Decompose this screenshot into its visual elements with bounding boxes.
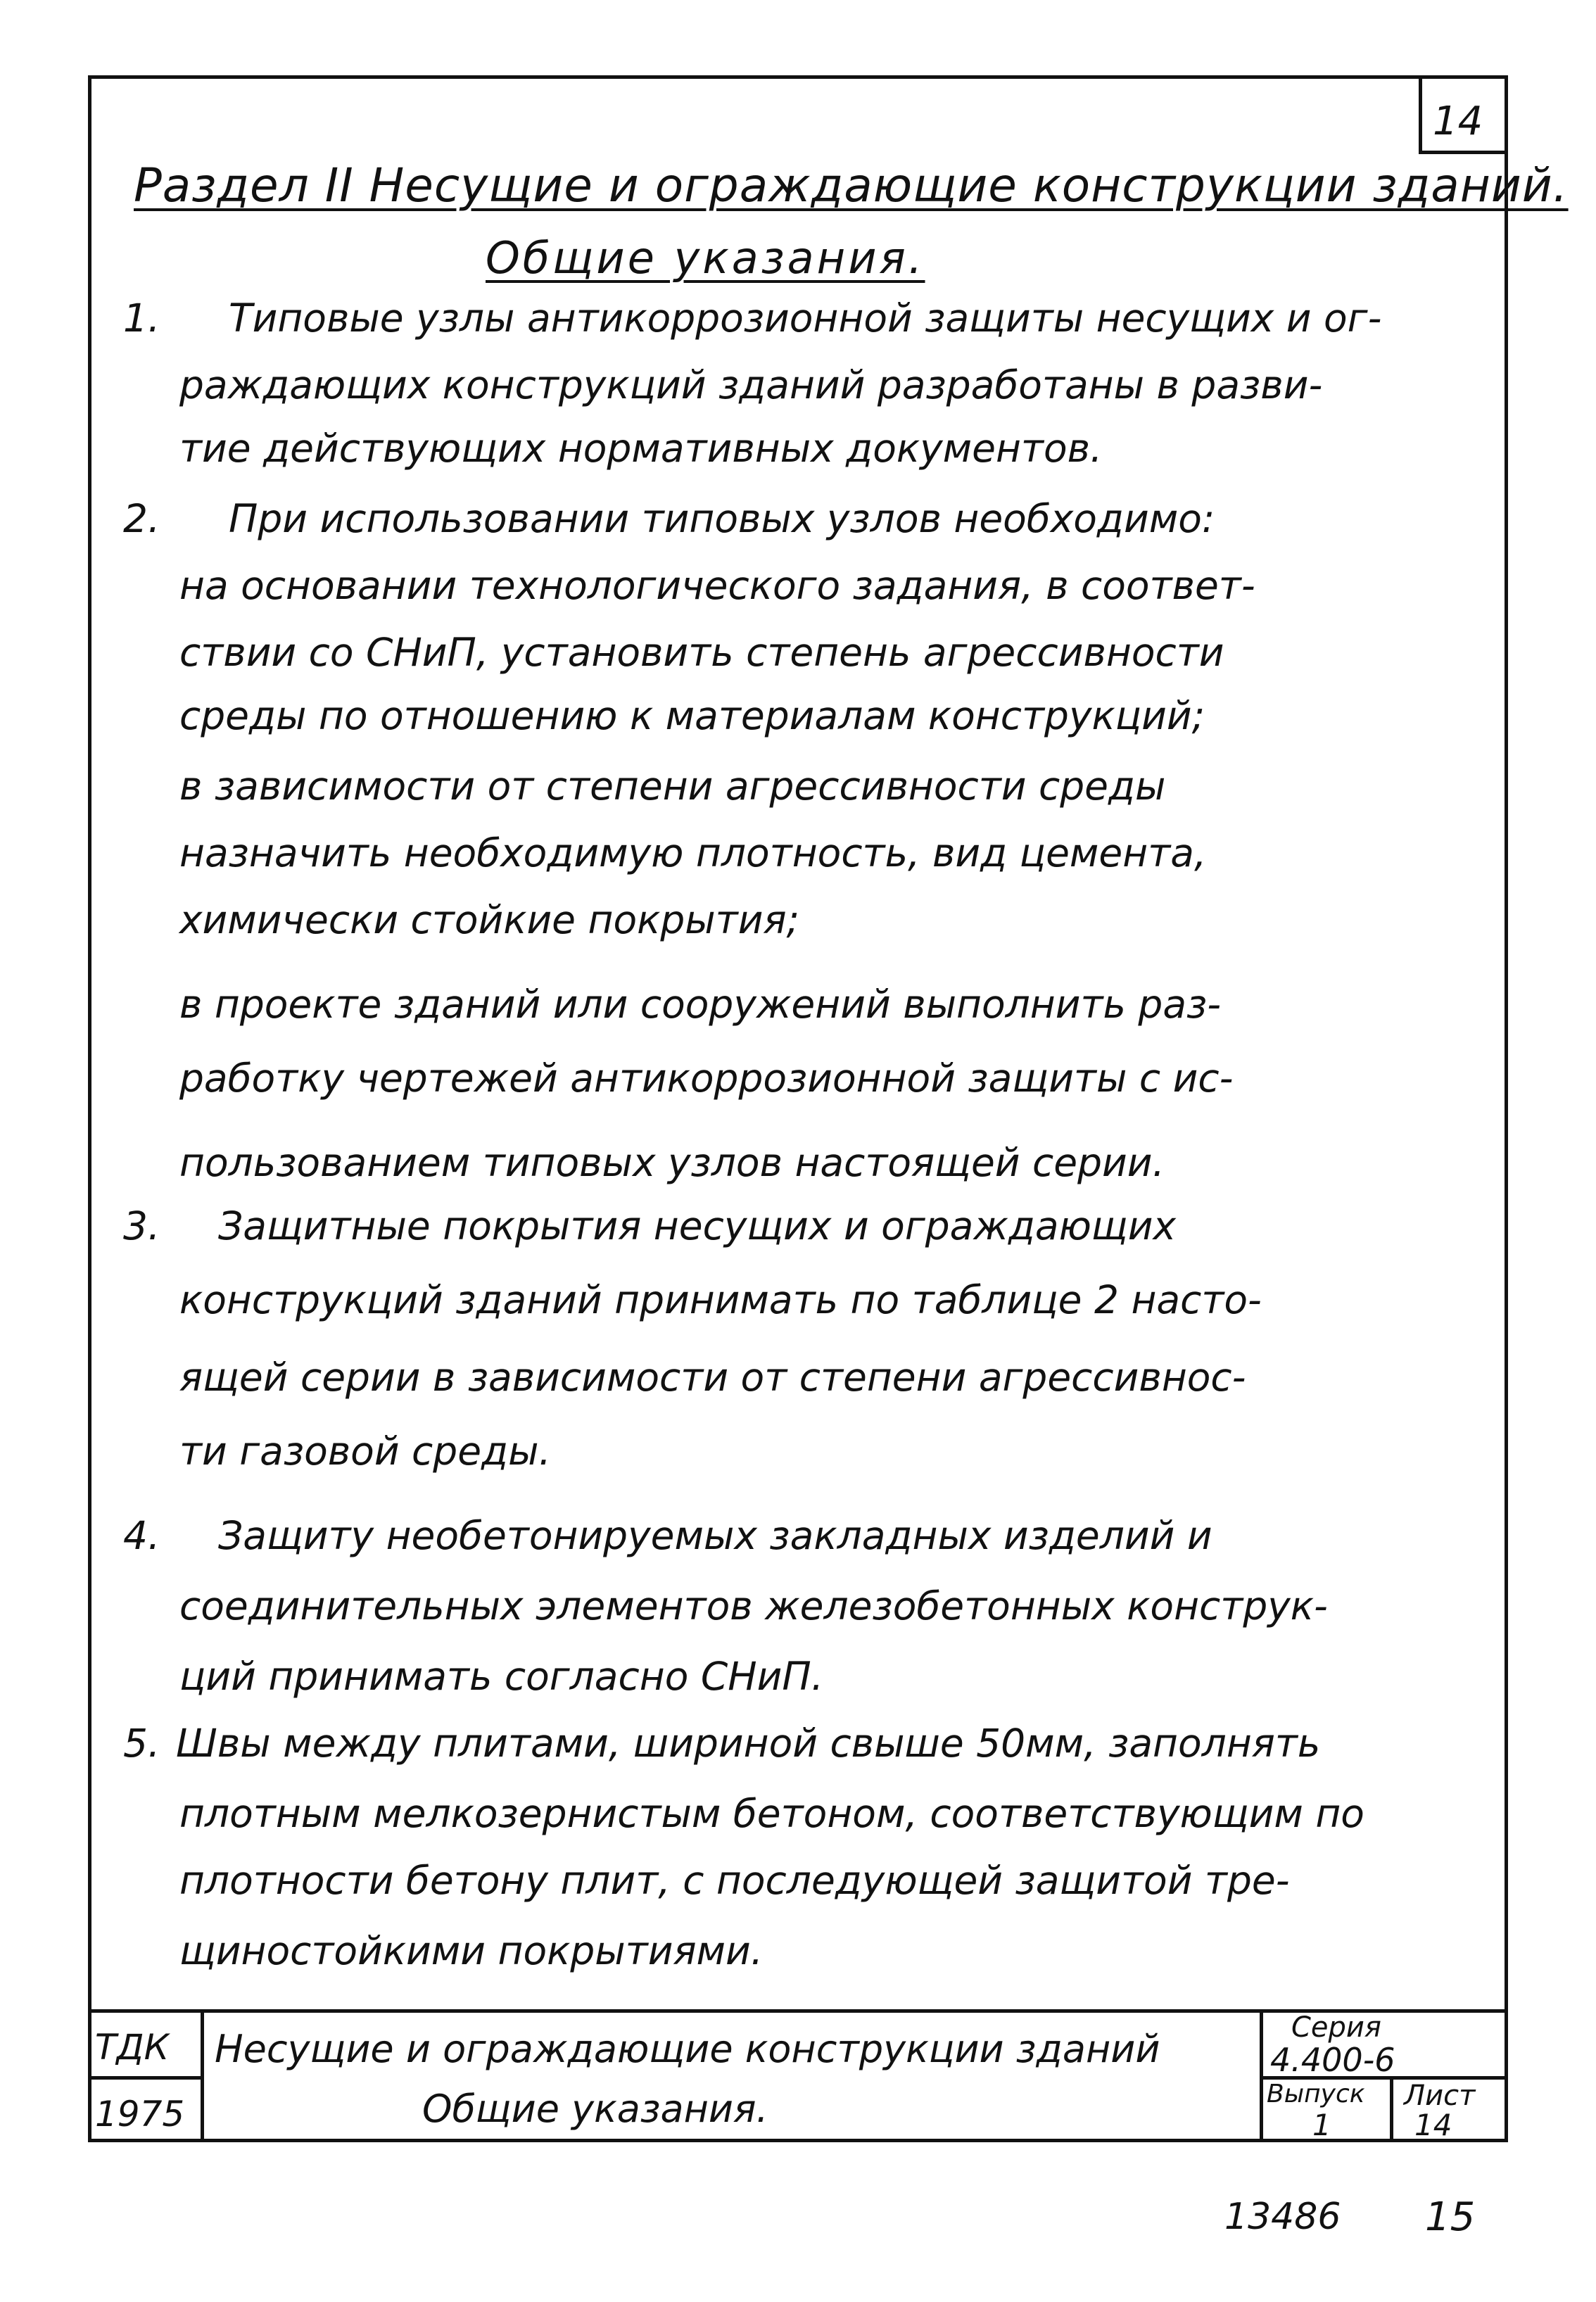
item-line: Типовые узлы антикоррозионной защиты несущих и ог- [229,296,1382,341]
item-line: Защитные покрытия несущих и ограждающих [218,1203,1177,1248]
item-number: 4. [123,1513,160,1558]
page-number: 14 [1433,99,1483,144]
archive-number: 13486 [1224,2196,1341,2238]
item-line: ций принимать согласно СНиП. [179,1654,824,1699]
item-line: щиностойкими покрытиями. [179,1928,764,1973]
item-line: тие действующих нормативных документов. [179,426,1103,471]
title-block-divider-1 [201,2009,204,2142]
item-line: ствии со СНиП, установить степень агрессивности [179,630,1224,675]
stamp-sheet-value: 14 [1414,2108,1452,2142]
title-block-mid-line-left [88,2076,201,2080]
stamp-year: 1975 [95,2094,185,2135]
stamp-series-label: Серия [1291,2011,1381,2044]
item-line: Швы между плитами, шириной свыше 50мм, заполнять [176,1721,1321,1766]
item-line: При использовании типовых узлов необходимо: [229,496,1215,541]
section-subheading: Общие указания. [486,232,925,284]
item-number: 3. [123,1203,160,1248]
item-line: плотности бетону плит, с последующей защитой тре- [179,1858,1290,1903]
section-heading: Раздел II Несущие и ограждающие конструкции зданий. [134,158,1569,213]
stamp-sheet-label: Лист [1404,2080,1476,2112]
item-line: пользованием типовых узлов настоящей серии. [179,1140,1165,1185]
item-line: химически стойкие покрытия; [179,897,800,942]
item-line: плотным мелкозернистым бетоном, соответствующим по [179,1791,1364,1836]
stamp-title-line1: Несущие и ограждающие конструкции зданий [215,2027,1160,2071]
item-number: 5. [123,1721,160,1766]
item-line: конструкций зданий принимать по таблице 2 насто- [179,1277,1262,1322]
item-line: работку чертежей антикоррозионной защиты с ис- [179,1056,1234,1101]
stamp-issue-label: Выпуск [1267,2080,1365,2108]
item-number: 2. [123,496,160,541]
item-line: среды по отношению к материалам конструкций; [179,693,1205,738]
item-line: в проекте зданий или сооружений выполнить раз- [179,982,1222,1027]
item-line: Защиту необетонируемых закладных изделий и [218,1513,1212,1558]
item-line: назначить необходимую плотность, вид цемента, [179,830,1207,875]
item-line: на основании технологического задания, в соответ- [179,563,1255,608]
item-line: соединительных элементов железобетонных конструк- [179,1583,1328,1629]
item-line: в зависимости от степени агрессивности среды [179,764,1166,809]
stamp-org: ТДК [95,2027,170,2068]
stamp-series-value: 4.400-6 [1270,2041,1395,2079]
item-number: 1. [123,296,160,341]
item-line: ящей серии в зависимости от степени агрессивнос- [179,1355,1246,1400]
item-line: раждающих конструкций зданий разработаны в разви- [179,362,1323,407]
item-line: ти газовой среды. [179,1429,551,1474]
footer-page-number: 15 [1425,2194,1476,2240]
stamp-issue-value: 1 [1312,2108,1331,2142]
title-block-divider-2 [1260,2009,1263,2142]
stamp-title-line2: Общие указания. [422,2087,768,2131]
title-block-divider-3 [1390,2076,1393,2142]
